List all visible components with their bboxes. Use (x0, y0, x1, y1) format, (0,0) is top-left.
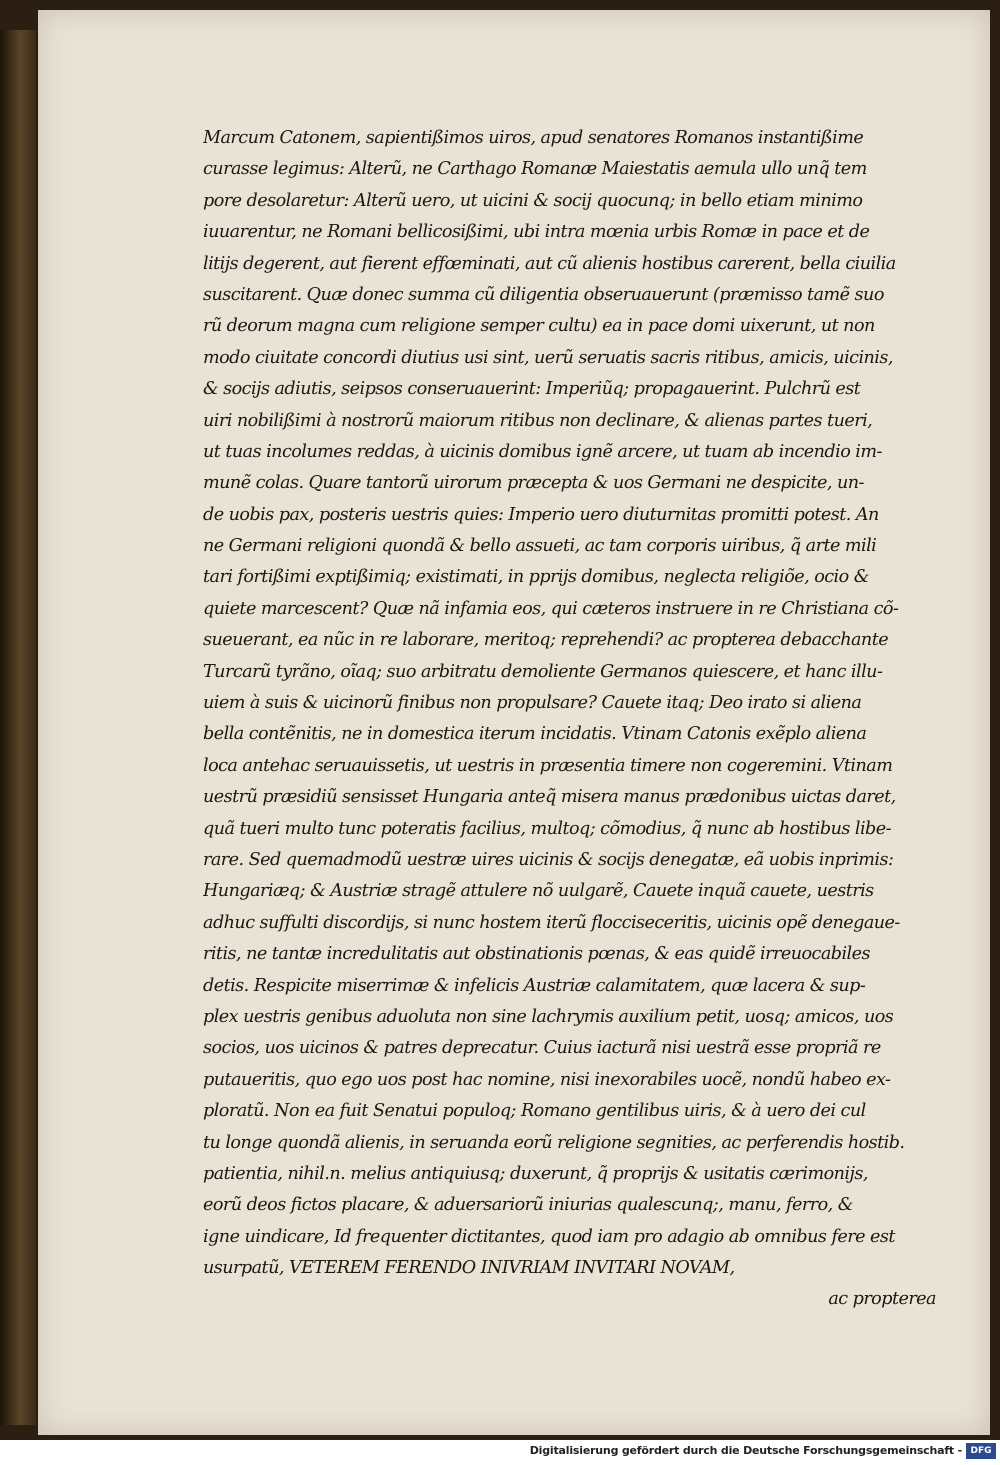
text-line: ne Germani religioni quondã & bello assueti, ac tam corporis uiribus, q̃ arte mili (203, 536, 877, 557)
text-line: tu longe quondã alienis, in seruanda eorũ religione segnities, ac perferendis hostib. (203, 1132, 905, 1153)
funding-credit: Digitalisierung gefördert durch die Deutsche Forschungsgemeinschaft - (529, 1444, 962, 1457)
text-line: rũ deorum magna cum religione semper cultu) ea in pace domi uixerunt, ut non (203, 316, 875, 337)
text-line: de uobis pax, posteris uestris quies: Imperio uero diuturnitas promitti potest. An (203, 504, 879, 525)
text-line: modo ciuitate concordi diutius usi sint, uerũ seruatis sacris ritibus, amicis, uicinis, (203, 347, 893, 368)
text-line: & socijs adiutis, seipsos conseruauerint: Imperiũq; propagauerint. Pulchrũ est (203, 379, 861, 400)
text-line: usurpatũ, VETEREM FERENDO INIVRIAM INVITARI NOVAM, (203, 1258, 735, 1279)
page-text-block (203, 123, 948, 1316)
catchword: ac propterea (828, 1289, 936, 1310)
text-line: litijs degerent, aut fierent effœminati, aut cũ alienis hostibus carerent, bella ciuilia (203, 253, 896, 274)
text-line: Hungariæq; & Austriæ stragẽ attulere nõ uulgarẽ, Cauete inquã cauete, uestris (203, 881, 874, 902)
text-line: igne uindicare, Id frequenter dictitantes, quod iam pro adagio ab omnibus fere est (203, 1226, 895, 1247)
text-line: putaueritis, quo ego uos post hac nomine, nisi inexorabiles uocẽ, nondũ habeo ex- (203, 1069, 891, 1090)
text-line: uiri nobilißimi à nostrorũ maiorum ritibus non declinare, & alienas partes tueri, (203, 410, 873, 431)
text-line: bella contẽnitis, ne in domestica iterum incidatis. Vtinam Catonis exẽplo aliena (203, 724, 867, 745)
text-line: pore desolaretur: Alterũ uero, ut uicini & socij quocunq; in bello etiam minimo (203, 190, 863, 211)
text-line: Marcum Catonem, sapientißimos uiros, apud senatores Romanos instantißime (203, 128, 864, 148)
text-line: plex uestris genibus aduoluta non sine lachrymis auxilium petit, uosq; amicos, uos (203, 1006, 894, 1027)
text-line: patientia, nihil.n. melius antiquiusq; duxerunt, q̃ proprijs & usitatis cærimonijs, (203, 1163, 868, 1184)
text-line: quã tueri multo tunc poteratis facilius, multoq; cõmodius, q̃ nunc ab hostibus libe- (203, 818, 891, 839)
book-binding-edge (0, 30, 36, 1425)
text-line: tari fortißimi exptißimiq; existimati, in pprijs domibus, neglecta religiõe, ocio & (203, 567, 869, 588)
text-line: Turcarũ tyrãno, oĩaq; suo arbitratu demoliente Germanos quiescere, et hanc illu- (203, 661, 883, 682)
text-line: ut tuas incolumes reddas, à uicinis domibus ignẽ arcere, ut tuam ab incendio im- (203, 441, 882, 462)
text-line: suscitarent. Quæ donec summa cũ diligentia obseruauerunt (præmisso tamẽ suo (203, 284, 884, 305)
text-line: ritis, ne tantæ incredulitatis aut obstinationis pœnas, & eas quidẽ irreuocabiles (203, 944, 870, 965)
dfg-logo: DFG (966, 1443, 996, 1459)
text-line: sueuerant, ea nũc in re laborare, meritoq; reprehendi? ac propterea debacchante (203, 630, 889, 651)
text-line: quiete marcescent? Quæ nã infamia eos, qui cæteros instruere in re Christiana cõ- (203, 598, 899, 619)
digitization-footer (0, 1440, 1000, 1465)
text-line: uestrũ præsidiũ sensisset Hungaria anteq̃ misera manus prædonibus uictas daret, (203, 787, 896, 808)
text-line: ploratũ. Non ea fuit Senatui populoq; Romano gentilibus uiris, & à uero dei cul (203, 1101, 866, 1122)
text-line: iuuarentur, ne Romani bellicosißimi, ubi intra mœnia urbis Romæ in pace et de (203, 222, 870, 243)
text-line: socios, uos uicinos & patres deprecatur. Cuius iacturã nisi uestrã esse propriã re (203, 1038, 881, 1059)
text-line: rare. Sed quemadmodũ uestræ uires uicinis & socijs denegatæ, eã uobis inprimis: (203, 849, 894, 870)
text-line: detis. Respicite miserrimæ & infelicis Austriæ calamitatem, quæ lacera & sup- (203, 975, 866, 996)
text-line: eorũ deos fictos placare, & aduersariorũ iniurias qualescunq;, manu, ferro, & (203, 1195, 853, 1216)
text-line: loca antehac seruauissetis, ut uestris in præsentia timere non cogeremini. Vtinam (203, 755, 893, 776)
text-line: uiem à suis & uicinorũ finibus non propulsare? Cauete itaq; Deo irato si aliena (203, 693, 862, 714)
text-line: curasse legimus: Alterũ, ne Carthago Romanæ Maiestatis aemula ullo unq̃ tem (203, 159, 867, 180)
text-line: munẽ colas. Quare tantorũ uirorum præcepta & uos Germani ne despicite, un- (203, 473, 864, 494)
text-line: adhuc suffulti discordijs, si nunc hostem iterũ flocciseceritis, uicinis opẽ denegaue- (203, 912, 900, 933)
